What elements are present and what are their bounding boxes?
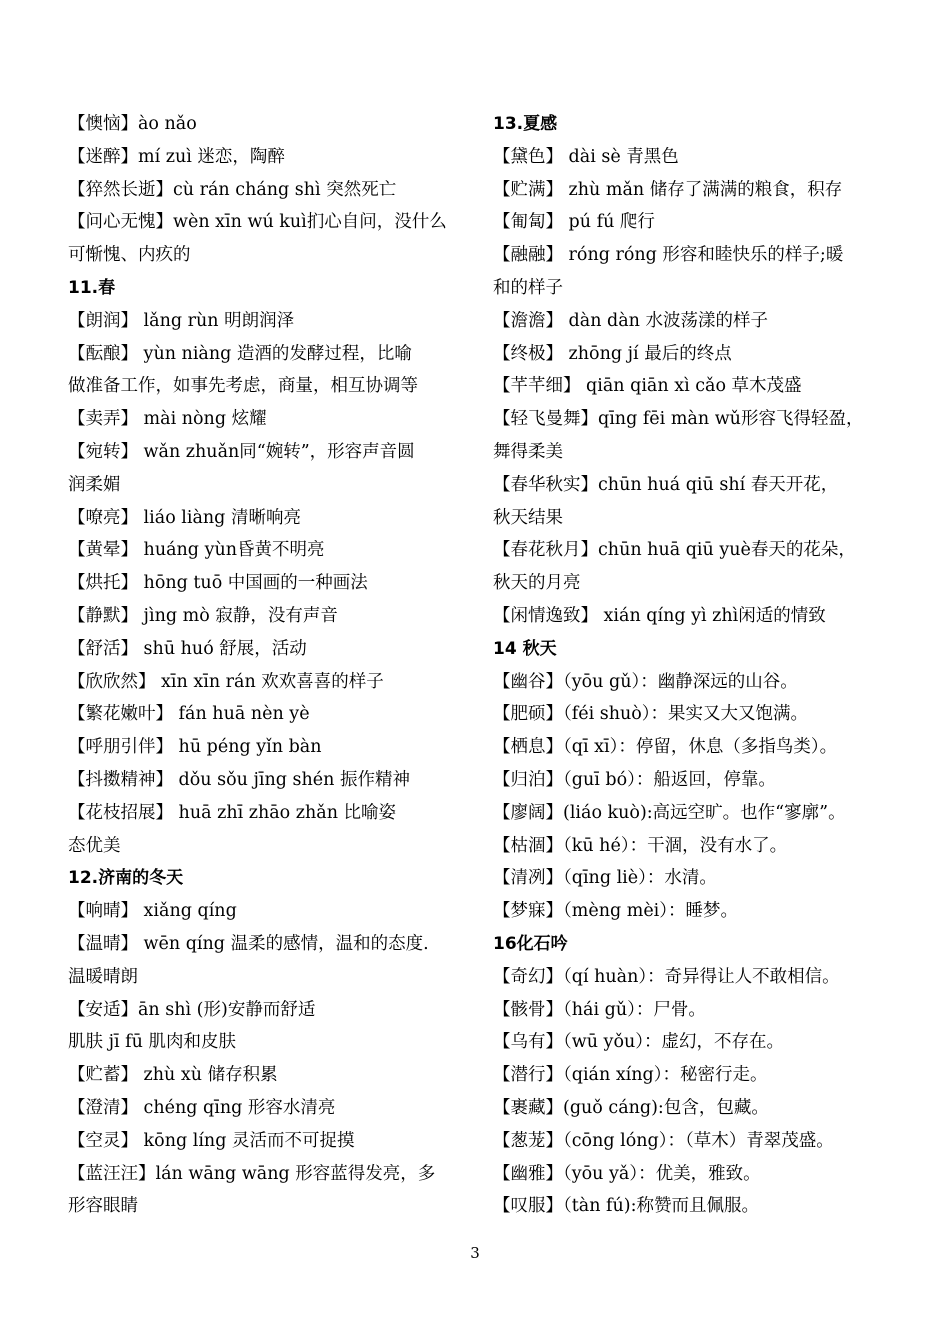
vocab-entry-line: 【懊恼】ào nǎo xyxy=(68,114,197,134)
vocab-entry-line: 【迷醉】mí zuì 迷恋，陶醉 xyxy=(68,146,285,167)
vocab-entry-line: 【澄清】 chéng qīng 形容水清亮 xyxy=(68,1097,336,1118)
vocab-entry-line: 【葱茏】（cōng lóng）：（草木）青翠茂盛。 xyxy=(493,1130,834,1151)
vocab-entry-line: 【猝然长逝】cù rán cháng shì 突然死亡 xyxy=(68,179,397,200)
vocab-entry-line: 【问心无愧】wèn xīn wú kuì扪心自问，没什么 xyxy=(68,212,447,233)
vocab-entry-line: 做准备工作，如事先考虑，商量，相互协调等 xyxy=(68,376,418,397)
vocab-entry-line: 形容眼睛 xyxy=(68,1196,138,1217)
vocab-entry-line: 【酝酿】 yùn niàng 造酒的发酵过程，比喻 xyxy=(68,343,412,364)
vocab-entry-line: 【匍匐】 pú fú 爬行 xyxy=(493,212,655,233)
section-heading: 13.夏感 xyxy=(493,114,558,134)
vocab-entry-line: 【花枝招展】 huā zhī zhāo zhǎn 比喻姿 xyxy=(68,802,397,823)
vocab-entry-line: 肌肤 jī fū 肌肉和皮肤 xyxy=(68,1032,236,1053)
vocab-entry-line: 【奇幻】（qí huàn）：奇异得让人不敢相信。 xyxy=(493,966,840,987)
vocab-entry-line: 【空灵】 kōng líng 灵活而不可捉摸 xyxy=(68,1130,355,1151)
vocab-entry-line: 【栖息】（qī xī）：停留，休息（多指鸟类）。 xyxy=(493,737,838,758)
vocab-entry-line: 【终极】 zhōng jí 最后的终点 xyxy=(493,343,732,364)
vocab-entry-line: 【贮蓄】 zhù xù 储存积累 xyxy=(68,1065,278,1086)
vocab-entry-line: 【抖擞精神】 dǒu sǒu jīng shén 振作精神 xyxy=(68,769,410,790)
vocab-entry-line: 【枯涸】（kū hé）：干涸，没有水了。 xyxy=(493,835,788,856)
vocab-entry-line: 润柔媚 xyxy=(68,474,121,495)
vocab-entry-line: 态优美 xyxy=(68,835,121,856)
vocab-entry-line: 【黛色】 dài sè 青黑色 xyxy=(493,146,679,167)
vocab-entry-line: 【呼朋引伴】 hū péng yǐn bàn xyxy=(68,737,322,758)
vocab-entry-line: 【幽谷】（yōu gǔ）：幽静深远的山谷。 xyxy=(493,671,798,692)
vocab-entry-line: 【融融】 róng róng 形容和睦快乐的样子;暖 xyxy=(493,245,844,266)
vocab-entry-line: 【芊芊细】 qiān qiān xì cǎo 草木茂盛 xyxy=(493,376,802,397)
vocab-entry-line: 【肥硕】（féi shuò）：果实又大又饱满。 xyxy=(493,704,809,725)
vocab-entry-line: 【黄晕】 huáng yùn昏黄不明亮 xyxy=(68,540,325,561)
section-heading: 12.济南的冬天 xyxy=(68,868,184,889)
vocab-entry-line: 【宛转】 wǎn zhuǎn同“婉转”，形容声音圆 xyxy=(68,441,415,462)
vocab-entry-line: 【清冽】（qīng liè）：水清。 xyxy=(493,868,717,889)
vocab-entry-line: 【响晴】 xiǎng qíng xyxy=(68,901,237,922)
vocab-entry-line: 【归泊】（guī bó）：船返回，停靠。 xyxy=(493,769,776,790)
vocab-entry-line: 【嘹亮】 liáo liàng 清晰响亮 xyxy=(68,507,301,528)
vocab-entry-line: 【欣欣然】 xīn xīn rán 欢欢喜喜的样子 xyxy=(68,671,384,692)
vocab-entry-line: 【梦寐】（mèng mèi）：睡梦。 xyxy=(493,901,739,922)
right-column xyxy=(493,108,893,1223)
vocab-entry-line: 【贮满】 zhù mǎn 储存了满满的粮食，积存 xyxy=(493,179,843,200)
vocab-entry-line: 【乌有】（wū yǒu）：虚幻，不存在。 xyxy=(493,1032,785,1053)
vocab-entry-line: 【幽雅】（yōu yǎ）：优美，雅致。 xyxy=(493,1163,761,1184)
section-heading: 11.春 xyxy=(68,277,116,298)
vocab-entry-line: 【蓝汪汪】lán wāng wāng 形容蓝得发亮，多 xyxy=(68,1163,436,1184)
vocab-entry-line: 【叹服】（tàn fú):称赞而且佩服。 xyxy=(493,1196,760,1217)
vocab-entry-line: 【朗润】 lǎng rùn 明朗润泽 xyxy=(68,310,295,331)
vocab-entry-line: 【卖弄】 mài nòng 炫耀 xyxy=(68,409,267,430)
vocab-entry-line: 【闲情逸致】 xián qíng yì zhì闲适的情致 xyxy=(493,605,826,626)
vocab-entry-line: 【舒活】 shū huó 舒展，活动 xyxy=(68,638,307,659)
vocab-entry-line: 【春华秋实】chūn huá qiū shí 春天开花， xyxy=(493,474,839,495)
vocab-entry-line: 【烘托】 hōng tuō 中国画的一种画法 xyxy=(68,573,368,594)
vocab-entry-line: 【骸骨】（hái gǔ）：尸骨。 xyxy=(493,999,706,1020)
vocab-entry-line: 秋天的月亮 xyxy=(493,573,581,594)
vocab-entry-line: 舞得柔美 xyxy=(493,441,563,462)
section-heading: 16化石吟 xyxy=(493,933,568,954)
vocab-entry-line: 【廖阔】(liáo kuò):高远空旷。也作“寥廓”。 xyxy=(493,802,846,823)
vocab-entry-line: 【安适】ān shì (形)安静而舒适 xyxy=(68,999,316,1020)
vocab-entry-line: 【裹藏】(guǒ cáng):包含，包藏。 xyxy=(493,1097,769,1118)
vocab-entry-line: 【轻飞曼舞】qīng fēi màn wǔ形容飞得轻盈， xyxy=(493,409,864,430)
page-number: 3 xyxy=(470,1244,480,1262)
left-column xyxy=(68,108,468,1223)
section-heading: 14 秋天 xyxy=(493,638,557,659)
vocab-entry-line: 【温晴】 wēn qíng 温柔的感情，温和的态度. xyxy=(68,933,429,954)
vocab-entry-line: 和的样子 xyxy=(493,277,563,298)
vocab-entry-line: 温暖晴朗 xyxy=(68,966,138,987)
vocab-entry-line: 可惭愧、内疚的 xyxy=(68,245,191,266)
vocab-entry-line: 【繁花嫩叶】 fán huā nèn yè xyxy=(68,704,310,725)
vocab-entry-line: 【潜行】（qián xíng）：秘密行走。 xyxy=(493,1065,768,1086)
vocab-entry-line: 【澹澹】 dàn dàn 水波荡漾的样子 xyxy=(493,310,769,331)
vocab-entry-line: 【春花秋月】chūn huā qiū yuè春天的花朵， xyxy=(493,540,856,561)
vocab-entry-line: 秋天结果 xyxy=(493,507,563,528)
vocab-entry-line: 【静默】 jìng mò 寂静，没有声音 xyxy=(68,605,338,626)
